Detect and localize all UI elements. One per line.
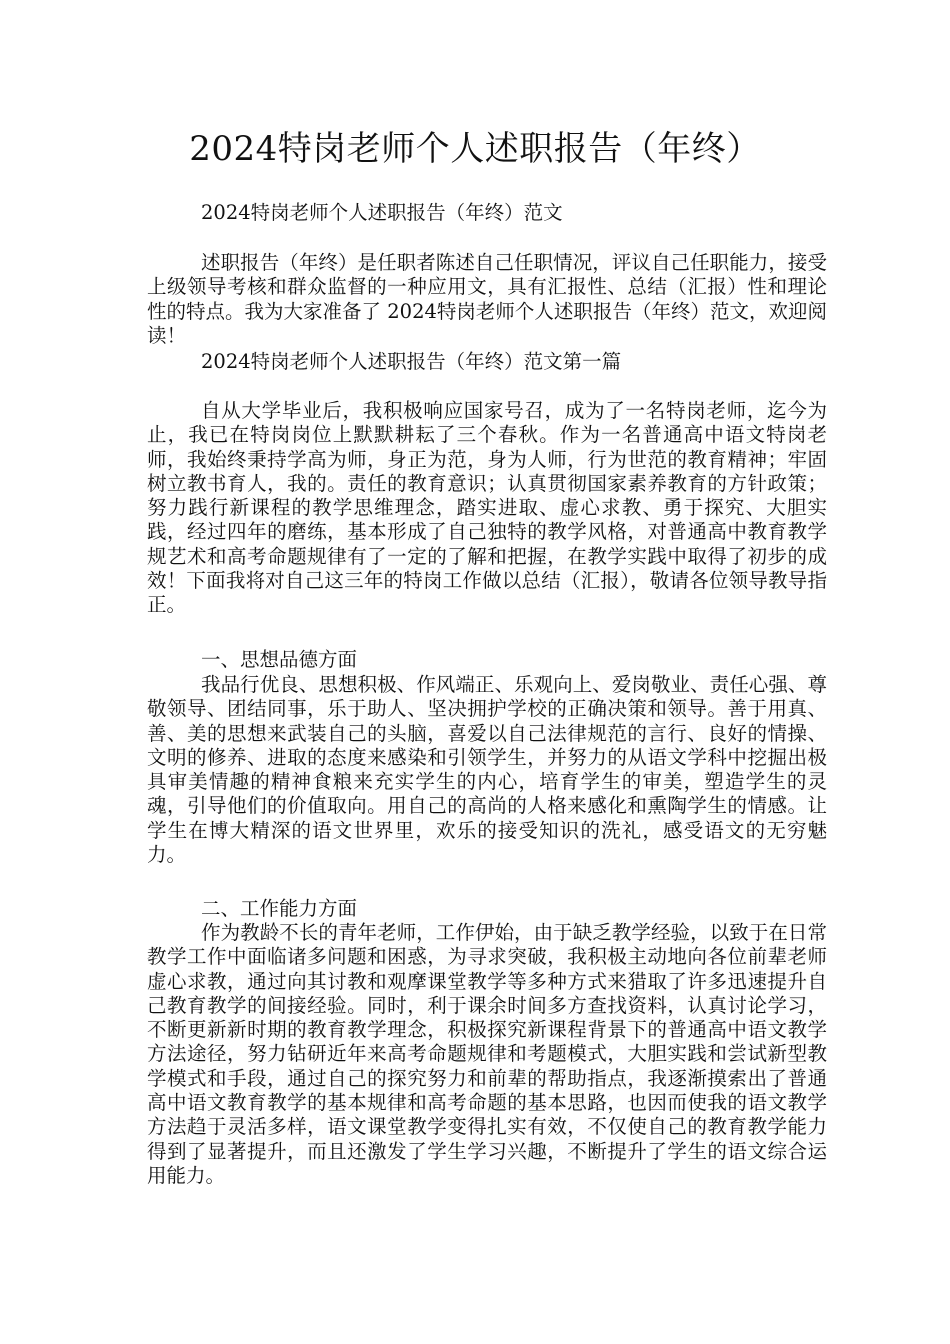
section-heading-moral-character: 一、思想品德方面 (201, 648, 358, 671)
section-heading-work-ability: 二、工作能力方面 (201, 897, 358, 920)
intro-paragraph: 述职报告（年终）是任职者陈述自己任职情况，评议自己任职能力，接受上级领导考核和群众监督的一种应用文，具有汇报性、总结（汇报）性和理论性的特点。我为大家准备了 2024特岗老师个人述职报告（年终）范文，欢迎阅读！ (147, 251, 827, 347)
paragraph-work-ability: 作为教龄不长的青年老师，工作伊始，由于缺乏教学经验，以致于在日常教学工作中面临诸多问题和困惑，为寻求突破，我积极主动地向各位前辈老师虚心求教，通过向其讨教和观摩课堂教学等多种方式来猎取了许多迅速提升自己教育教学的间接经验。同时，利于课余时间多方查找资料，认真讨论学习，不断更新新时期的教育教学理念，积极探究新课程背景下的普通高中语文教学方法途径，努力钻研近年来高考命题规律和考题模式，大胆实践和尝试新型教学模式和手段，通过自己的探究努力和前辈的帮助指点，我逐渐摸索出了普通高中语文教育教学的基本规律和高考命题的基本思路，也因而使我的语文教学方法趋于灵活多样，语文课堂教学变得扎实有效，不仅使自己的教育教学能力得到了显著提升，而且还激发了学生学习兴趣，不断提升了学生的语文综合运用能力。 (147, 921, 827, 1187)
document-subtitle: 2024特岗老师个人述职报告（年终）范文 (201, 201, 563, 224)
first-article-heading: 2024特岗老师个人述职报告（年终）范文第一篇 (201, 350, 622, 373)
paragraph-background: 自从大学毕业后，我积极响应国家号召，成为了一名特岗老师，迄今为止，我已在特岗岗位上默默耕耘了三个春秋。作为一名普通高中语文特岗老师，我始终秉持学高为师，身正为范，身为人师，行为世范的教育精神；牢固树立教书育人，我的。责任的教育意识；认真贯彻国家素养教育的方针政策；努力践行新课程的教学思维理念，踏实进取、虚心求教、勇于探究、大胆实践，经过四年的磨练，基本形成了自己独特的教学风格，对普通高中教育教学规艺术和高考命题规律有了一定的了解和把握，在教学实践中取得了初步的成效！下面我将对自己这三年的特岗工作做以总结（汇报），敬请各位领导教导指正。 (147, 399, 827, 617)
document-title: 2024特岗老师个人述职报告（年终） (189, 129, 761, 169)
paragraph-moral-character: 我品行优良、思想积极、作风端正、乐观向上、爱岗敬业、责任心强、尊敬领导、团结同事，乐于助人、坚决拥护学校的正确决策和领导。善于用真、善、美的思想来武装自己的头脑，喜爱以自己法律规范的言行、良好的情操、文明的修养、进取的态度来感染和引领学生，并努力的从语文学科中挖掘出极具审美情趣的精神食粮来充实学生的内心，培育学生的审美，塑造学生的灵魂，引导他们的价值取向。用自己的高尚的人格来感化和熏陶学生的情感。让学生在博大精深的语文世界里，欢乐的接受知识的洗礼，感受语文的无穷魅力。 (147, 673, 827, 867)
